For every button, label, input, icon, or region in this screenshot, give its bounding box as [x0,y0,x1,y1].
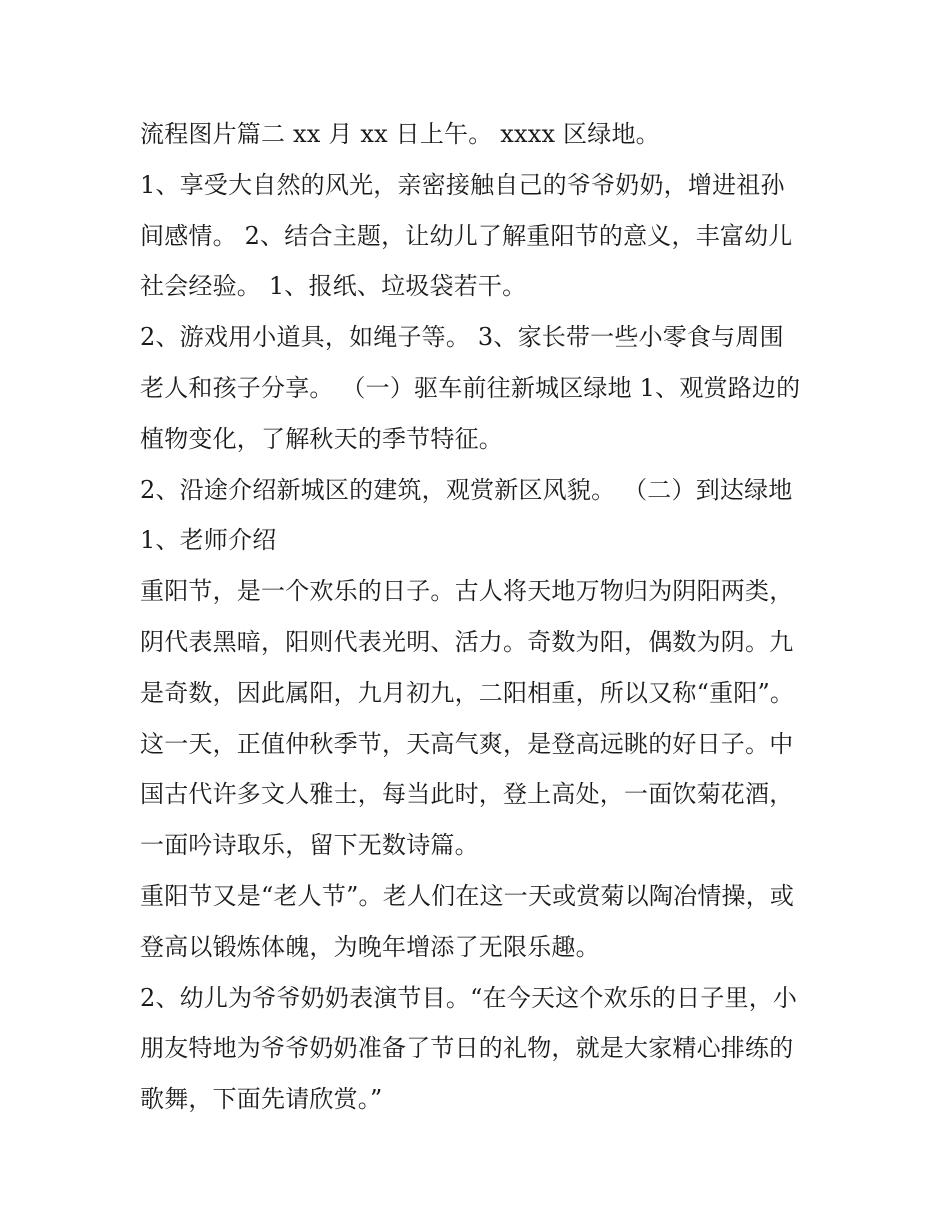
text-line: 这一天，正值仲秋季节，天高气爽，是登高远眺的好日子。中 [140,729,794,758]
text-line: 是奇数，因此属阳，九月初九，二阳相重，所以又称“重阳”。 [140,678,795,707]
text-line: 1、老师介绍 [140,526,277,555]
document-body [140,109,820,1125]
text-line: 社会经验。 1、报纸、垃圾袋若干。 [140,272,527,301]
text-line: 重阳节又是“老人节”。老人们在这一天或赏菊以陶冶情操，或 [140,881,795,910]
text-line: 植物变化，了解秋天的季节特征。 [140,424,503,453]
text-line: 国古代许多文人雅士，每当此时，登上高处，一面饮菊花酒， [140,780,794,809]
text-line: 歌舞，下面先请欣赏。” [140,1085,383,1114]
text-line: 朋友特地为爷爷奶奶准备了节日的礼物，就是大家精心排练的 [140,1034,794,1063]
text-line: 2、游戏用小道具，如绳子等。 3、家长带一些小零食与周围 [140,323,784,352]
text-line: 阴代表黑暗，阳则代表光明、活力。奇数为阳，偶数为阴。九 [140,627,794,656]
text-line: 2、幼儿为爷爷奶奶表演节目。“在今天这个欢乐的日子里，小 [140,983,798,1012]
text-line: 登高以锻炼体魄，为晚年增添了无限乐趣。 [140,932,600,961]
text-line: 流程图片篇二 xx 月 xx 日上午。 xxxx 区绿地。 [140,120,660,148]
text-line: 重阳节，是一个欢乐的日子。古人将天地万物归为阴阳两类， [140,577,794,606]
text-line: 老人和孩子分享。 （一）驱车前往新城区绿地 1、观赏路边的 [140,373,801,402]
text-line: 间感情。 2、结合主题，让幼儿了解重阳节的意义，丰富幼儿 [140,221,793,250]
text-line: 一面吟诗取乐，留下无数诗篇。 [140,831,479,860]
text-line: 1、享受大自然的风光，亲密接触自己的爷爷奶奶，增进祖孙 [140,170,785,199]
text-line: 2、沿途介绍新城区的建筑，观赏新区风貌。 （二）到达绿地 [140,475,793,504]
